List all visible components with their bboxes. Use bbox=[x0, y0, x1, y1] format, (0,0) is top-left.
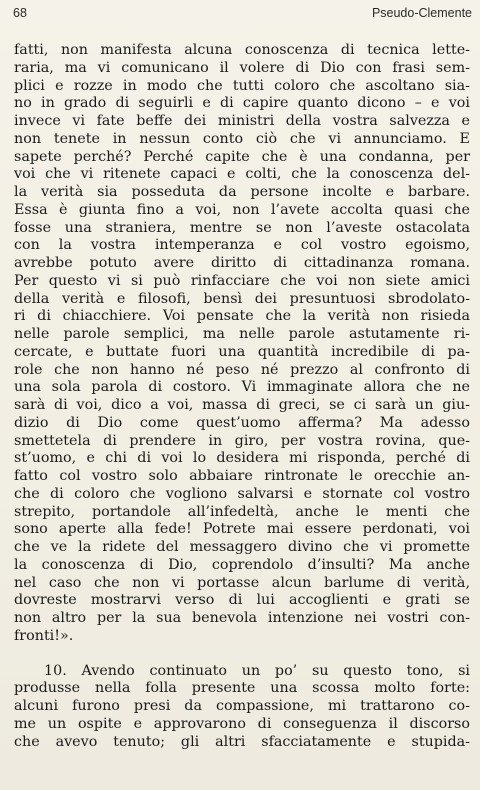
text-line: sapete perché? Perché capite che è una condanna, per bbox=[14, 148, 470, 165]
running-head bbox=[13, 6, 472, 24]
text-line: che avevo tenuto; gli altri sfacciatamente e stupida- bbox=[14, 733, 470, 750]
text-line: fosse una straniera, mentre se non l’aveste ostacolata bbox=[14, 219, 470, 236]
text-line: invece vi fate beffe dei ministri della vostra salvezza e bbox=[14, 113, 470, 129]
text-line: che di coloro che vogliono salvarsi e stornate col vostro bbox=[14, 485, 470, 502]
text-line: della verità e filosofi, bensì dei presuntuosi sbrodolato- bbox=[14, 290, 470, 307]
text-line: con la vostra intemperanza e col vostro egoismo, bbox=[14, 237, 470, 254]
text-line: la conoscenza di Dio, coprendolo d’insulti? Ma anche bbox=[14, 556, 470, 573]
text-line: sarà di voi, dico a voi, massa di greci, se ci sarà un giu- bbox=[14, 397, 470, 413]
text-line: plici e rozze in modo che tutti coloro che ascoltano sia- bbox=[14, 77, 470, 94]
text-line: sono aperte alla fede! Potrete mai essere perdonati, voi bbox=[14, 521, 470, 538]
text-line: dovreste mostrarvi verso di lui accoglienti e grati se bbox=[14, 592, 470, 609]
text-line: no in grado di seguirli e di capire quanto dicono – e voi bbox=[14, 95, 470, 112]
text-line: fatti, non manifesta alcuna conoscenza di tecnica lette- bbox=[14, 42, 470, 58]
text-line: non altro per la sua benevola intenzione nei vostri con- bbox=[14, 610, 470, 626]
text-line: che ve la ridete del messaggero divino che vi promette bbox=[14, 539, 470, 555]
text-line: Per questo vi si può rinfacciare che voi non siete amici bbox=[14, 272, 470, 289]
paragraph-gap bbox=[14, 646, 470, 663]
text-line: fronti!». bbox=[14, 627, 74, 644]
page-number: 68 bbox=[13, 6, 27, 20]
text-line: nel caso che non vi portasse alcun barlume di verità, bbox=[14, 574, 470, 591]
text-line: fatto col vostro solo abbaiare rintronate le orecchie an- bbox=[14, 468, 470, 484]
text-line: voi che vi ritenete capaci e colti, che la conoscenza del- bbox=[14, 166, 470, 183]
paragraph-10 bbox=[14, 663, 470, 752]
text-line: cercate, e buttate fuori una quantità incredibile di pa- bbox=[14, 343, 470, 360]
text-line: strepito, portandole all’infedeltà, anche le menti che bbox=[14, 503, 470, 520]
text-line: 10. Avendo continuato un po’ su questo tono, si bbox=[44, 662, 470, 679]
running-title: Pseudo-Clemente bbox=[371, 6, 472, 20]
text-line: non tenete in nessun conto ciò che vi annunciamo. E bbox=[14, 130, 470, 147]
text-line: la verità sia posseduta da persone incolte e barbare. bbox=[14, 184, 470, 200]
text-line: ri di chiacchiere. Voi pensate che la verità non risieda bbox=[14, 308, 470, 325]
text-line: st’uomo, e chi di voi lo desidera mi risponda, perché di bbox=[14, 450, 470, 467]
text-line: role che non hanno né peso né prezzo al confronto di bbox=[14, 361, 470, 378]
text-line: avrebbe potuto avere diritto di cittadinanza romana. bbox=[14, 255, 470, 271]
text-line: una sola parola di costoro. Vi immaginate allora che ne bbox=[14, 379, 470, 396]
body-text bbox=[14, 42, 470, 751]
text-line: dizio di Dio come quest’uomo afferma? Ma adesso bbox=[14, 414, 470, 431]
text-line: raria, ma vi comunicano il volere di Dio con frasi sem- bbox=[14, 59, 470, 76]
text-line: produsse nella folla presente una scossa molto forte: bbox=[14, 680, 470, 697]
text-line: smettetela di prendere in giro, per vostra rovina, que- bbox=[14, 432, 470, 449]
text-line: me un ospite e approvarono di conseguenza il discorso bbox=[14, 715, 470, 732]
paragraph-continued bbox=[14, 42, 470, 646]
text-line: alcuni furono presi da compassione, mi trattarono co- bbox=[14, 698, 470, 714]
text-line: nelle parole semplici, ma nelle parole astutamente ri- bbox=[14, 326, 470, 342]
text-line: Essa è giunta fino a voi, non l’avete accolta quasi che bbox=[14, 201, 470, 218]
